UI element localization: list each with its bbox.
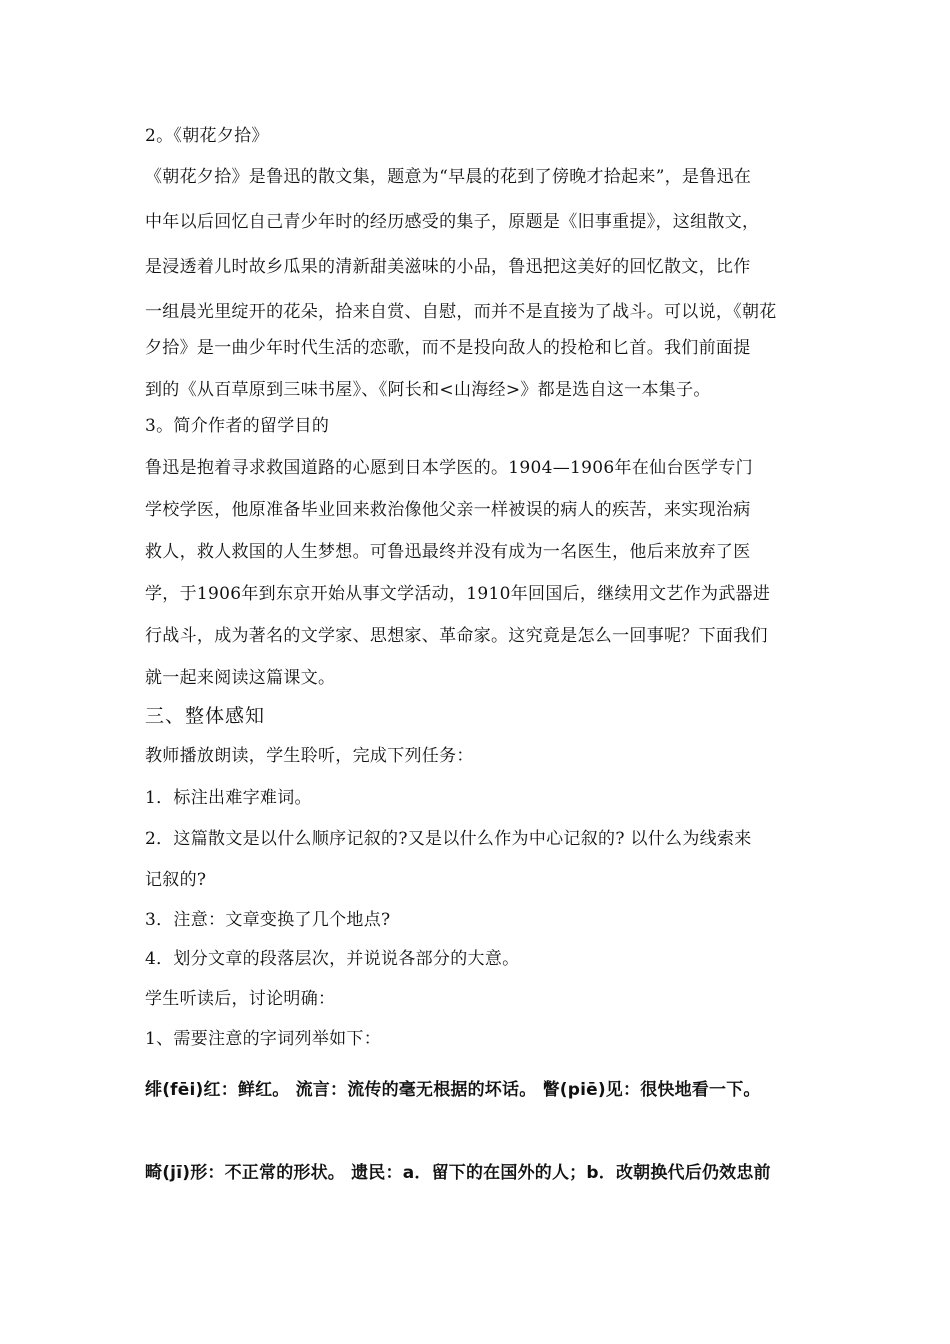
paragraph-line: 行战斗，成为著名的文学家、思想家、革命家。这究竟是怎么一回事呢？下面我们 xyxy=(145,626,768,646)
task-item: 3．注意：文章变换了几个地点? xyxy=(145,910,391,930)
paragraph-line: 鲁迅是抱着寻求救国道路的心愿到日本学医的。1904—1906年在仙台医学专门 xyxy=(145,458,753,478)
paragraph-line: 学校学医，他原准备毕业回来救治像他父亲一样被误的病人的疾苦，来实现治病 xyxy=(145,500,751,520)
task-item: 1．标注出难字难词。 xyxy=(145,788,312,808)
task-item: 4．划分文章的段落层次，并说说各部分的大意。 xyxy=(145,949,520,969)
paragraph-line: 中年以后回忆自己青少年时的经历感受的集子，原题是《旧事重提》，这组散文， xyxy=(145,212,760,232)
vocab-line: 绯(fēi)红：鲜红。 流言：流传的毫无根据的坏话。 瞥(piē)见：很快地看一下。 xyxy=(145,1080,761,1100)
paragraph-line: 学生听读后，讨论明确： xyxy=(145,989,336,1009)
section-title-study-abroad: 3。简介作者的留学目的 xyxy=(145,416,330,436)
paragraph-line: 是浸透着儿时故乡瓜果的清新甜美滋味的小品，鲁迅把这美好的回忆散文，比作 xyxy=(145,257,751,277)
paragraph-line: 学，于1906年到东京开始从事文学活动，1910年回国后，继续用文艺作为武器进 xyxy=(145,584,771,604)
paragraph-line: 夕拾》是一曲少年时代生活的恋歌，而不是投向敌人的投枪和匕首。我们前面提 xyxy=(145,338,751,358)
section-heading-overall: 三、整体感知 xyxy=(145,705,266,727)
paragraph-line: 救人，救人救国的人生梦想。可鲁迅最终并没有成为一名医生，他后来放弃了医 xyxy=(145,542,751,562)
paragraph-line: 《朝花夕拾》是鲁迅的散文集，题意为“早晨的花到了傍晚才拾起来”，是鲁迅在 xyxy=(145,167,752,187)
section-title-zhaohua: 2。《朝花夕拾》 xyxy=(145,126,269,146)
task-item: 2．这篇散文是以什么顺序记叙的?又是以什么作为中心记叙的? 以什么为线索来 xyxy=(145,829,752,849)
paragraph-line: 到的《从百草原到三味书屋》、《阿长和<山海经>》都是选自这一本集子。 xyxy=(145,380,711,400)
paragraph-line: 教师播放朗读，学生聆听，完成下列任务： xyxy=(145,746,474,766)
paragraph-line: 就一起来阅读这篇课文。 xyxy=(145,668,336,688)
task-item-continuation: 记叙的? xyxy=(145,870,207,890)
paragraph-line: 一组晨光里绽开的花朵，拾来自赏、自慰，而并不是直接为了战斗。可以说，《朝花 xyxy=(145,302,777,322)
vocab-line: 畸(jī)形：不正常的形状。 遗民：a．留下的在国外的人；b．改朝换代后仍效忠前 xyxy=(145,1163,771,1183)
paragraph-line: 1、需要注意的字词列举如下： xyxy=(145,1029,382,1049)
